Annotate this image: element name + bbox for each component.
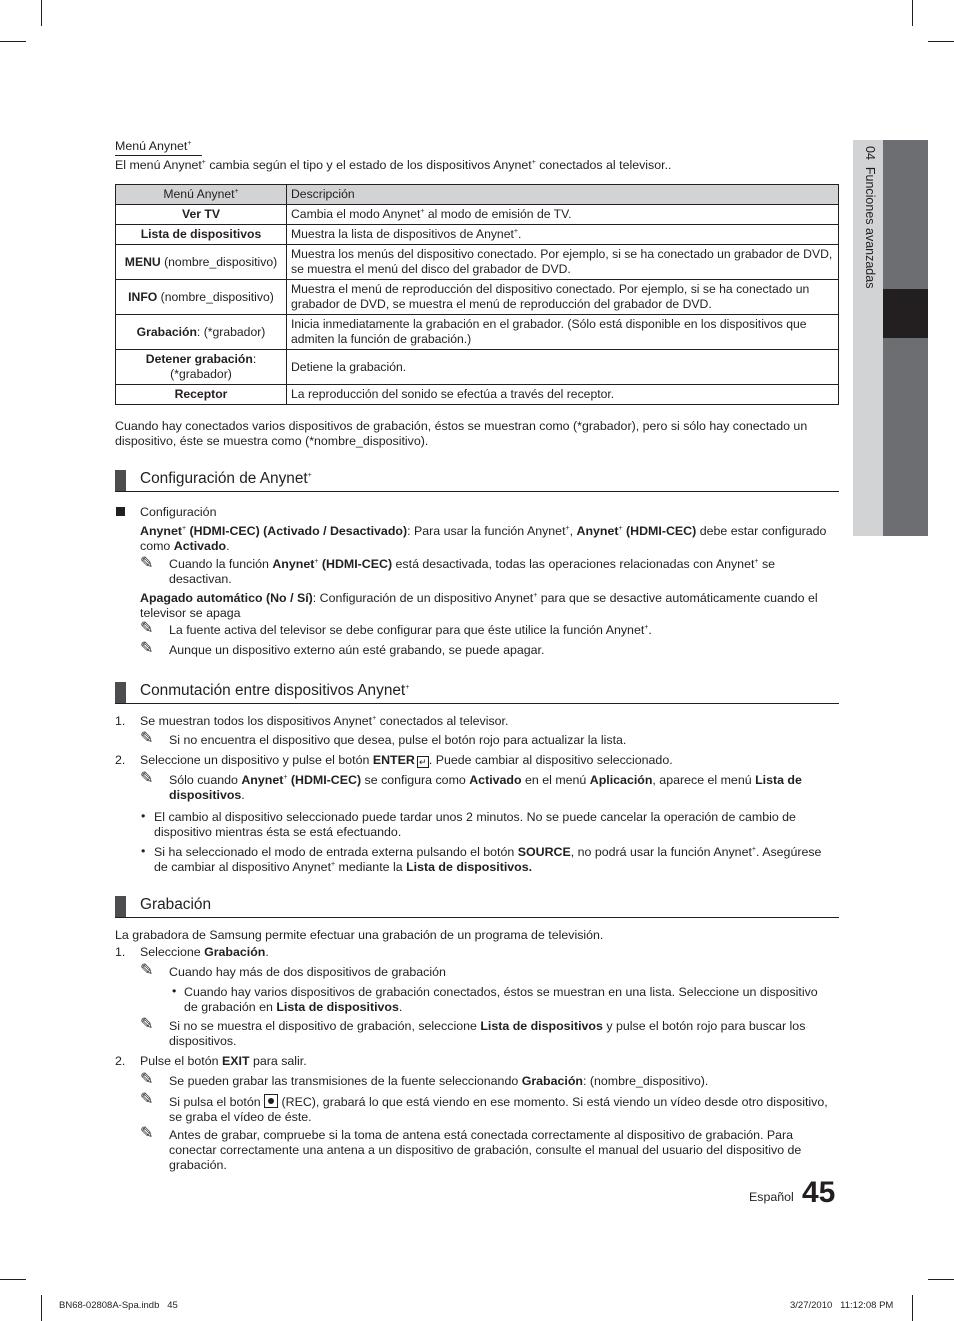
- table-row: MENU (nombre_dispositivo) Muestra los menús del dispositivo conectado. Por ejemplo, si se ha conectado un grabador de DVD, se muestra el menú del disco del grabador de DVD.: [116, 245, 839, 280]
- section-heading-recording: Grabación: [115, 893, 839, 918]
- table-header-menu: Menú Anynet+: [116, 185, 287, 205]
- chapter-number: 04: [863, 146, 877, 160]
- side-tab-label: [862, 146, 878, 336]
- switch-step-2: Seleccione un dispositivo y pulse el botón ENTER ↵ . Puede cambiar al dispositivo seleccionado.: [140, 753, 673, 767]
- config-note-2: La fuente activa del televisor se debe configurar para que éste utilice la función Anynet+.: [169, 623, 652, 637]
- crop-mark: [41, 1295, 42, 1321]
- section-bar: [115, 896, 126, 917]
- note-pencil-icon: ✎: [140, 1091, 154, 1108]
- config-note-1: Cuando la función Anynet+ (HDMI-CEC) está desactivada, todas las operaciones relacionadas con Anynet+ se desactivan.: [169, 557, 776, 586]
- print-file-info: BN68-02808A-Spa.indb 45: [59, 1300, 178, 1311]
- recording-note-2: Si no se muestra el dispositivo de grabación, seleccione Lista de dispositivos y pulse el botón rojo para buscar los dispositivos.: [169, 1019, 806, 1048]
- page-number: 45: [802, 1176, 836, 1209]
- square-bullet: [116, 507, 125, 516]
- anynet-menu-intro: El menú Anynet+ cambia según el tipo y el estado de los dispositivos Anynet+ conectados al televisor..: [115, 158, 672, 172]
- recording-note-4: Si pulsa el botón (REC), grabará lo que está viendo en ese momento. Si está viendo un vídeo desde otro dispositivo, se graba el vídeo de éste.: [169, 1095, 828, 1124]
- table-header-row: [116, 185, 839, 205]
- crop-mark: [0, 41, 26, 42]
- table-header-description: Descripción: [287, 185, 839, 205]
- dot-bullet: •: [141, 844, 146, 858]
- config-note-3: Aunque un dispositivo externo aún esté grabando, se puede apagar.: [169, 643, 545, 657]
- note-pencil-icon: ✎: [140, 1016, 154, 1033]
- dot-bullet: •: [141, 809, 146, 823]
- switch-bullet-2: Si ha seleccionado el modo de entrada externa pulsando el botón SOURCE, no podrá usar la función Anynet+. Asegúrese de cambiar al dispositivo Anynet+ mediante la Lista de dispositivos.: [154, 845, 822, 874]
- note-pencil-icon: ✎: [140, 640, 154, 657]
- recording-note-1-bullet: Cuando hay varios dispositivos de grabación conectados, éstos se muestran en una lista. Seleccione un dispositivo de grabación en Lista de dispositivos.: [184, 985, 818, 1014]
- note-pencil-icon: ✎: [140, 962, 154, 979]
- step-number: 2.: [115, 1054, 126, 1068]
- crop-mark: [0, 1279, 26, 1280]
- config-paragraph-2: Apagado automático (No / Sí): Configuración de un dispositivo Anynet+ para que se desactive automáticamente cuando el televisor se apaga: [140, 591, 818, 620]
- crop-mark: [928, 1279, 954, 1280]
- table-row: INFO (nombre_dispositivo) Muestra el menú de reproducción del dispositivo conectado. Por ejemplo, si se ha conectado un grabador de DVD, se muestra el menú de reproducción del grabador de DVD.: [116, 280, 839, 315]
- table-row: Lista de dispositivos Muestra la lista de dispositivos de Anynet+.: [116, 225, 839, 245]
- note-pencil-icon: ✎: [140, 1125, 154, 1142]
- dot-bullet: •: [172, 984, 177, 998]
- table-row: Detener grabación: (*grabador) Detiene la grabación.: [116, 350, 839, 385]
- footer-language: Español: [749, 1190, 794, 1204]
- section-bar: [115, 682, 126, 703]
- note-pencil-icon: ✎: [140, 555, 154, 572]
- config-paragraph-1: Anynet+ (HDMI-CEC) (Activado / Desactivado): Para usar la función Anynet+, Anynet+ (HDMI-CEC) debe estar configurado como Activado.: [140, 524, 827, 553]
- rec-button-icon: [264, 1094, 278, 1108]
- note-pencil-icon: ✎: [140, 1071, 154, 1088]
- side-tab-dark: [883, 140, 928, 536]
- enter-icon: ↵: [417, 756, 429, 768]
- table-row: Grabación: (*grabador) Inicia inmediatamente la grabación en el grabador. (Sólo está disponible en los dispositivos que admiten la función de grabación.): [116, 315, 839, 350]
- anynet-menu-title: Menú Anynet+: [115, 139, 192, 153]
- recording-note-1: Cuando hay más de dos dispositivos de grabación: [169, 965, 446, 979]
- section-heading-config: Configuración de Anynet+: [115, 467, 839, 492]
- config-bullet-title: Configuración: [140, 505, 217, 519]
- recording-note-5: Antes de grabar, compruebe si la toma de antena está conectada correctamente al dispositivo de grabación. Para conectar correctamente una antena a un dispositivo de grabación, consulte el manual del usuario del dispositivo de grabación.: [169, 1128, 802, 1172]
- print-date-info: 3/27/2010 11:12:08 PM: [790, 1300, 894, 1311]
- step-number: 1.: [115, 714, 126, 728]
- recording-intro: La grabadora de Samsung permite efectuar una grabación de un programa de televisión.: [115, 928, 604, 942]
- switch-note-1: Si no encuentra el dispositivo que desea, pulse el botón rojo para actualizar la lista.: [169, 733, 627, 747]
- table-row: Receptor La reproducción del sonido se efectúa a través del receptor.: [116, 385, 839, 405]
- title-underline: [115, 155, 202, 156]
- section-heading-switch: Conmutación entre dispositivos Anynet+: [115, 679, 839, 704]
- switch-bullet-1: El cambio al dispositivo seleccionado puede tardar unos 2 minutos. No se puede cancelar la operación de cambio de dispositivo mientras ésta se está efectuando.: [154, 810, 796, 839]
- crop-mark: [41, 0, 42, 26]
- note-pencil-icon: ✎: [140, 620, 154, 637]
- table-footnote: Cuando hay conectados varios dispositivos de grabación, éstos se muestran como (*grabador), pero si sólo hay conectado un dispositivo, éste se muestra como (*nombre_dispositivo).: [115, 419, 808, 448]
- step-number: 1.: [115, 945, 126, 959]
- anynet-menu-table: [115, 184, 839, 405]
- chapter-title: Funciones avanzadas: [863, 166, 877, 289]
- note-pencil-icon: ✎: [140, 730, 154, 747]
- crop-mark: [928, 41, 954, 42]
- step-number: 2.: [115, 753, 126, 767]
- recording-note-3: Se pueden grabar las transmisiones de la fuente seleccionando Grabación: (nombre_dispositivo).: [169, 1074, 709, 1088]
- crop-mark: [912, 0, 913, 26]
- recording-step-1: Seleccione Grabación.: [140, 945, 269, 959]
- table-row: Ver TV Cambia el modo Anynet+ al modo de emisión de TV.: [116, 205, 839, 225]
- crop-mark: [912, 1295, 913, 1321]
- section-bar: [115, 470, 126, 491]
- switch-step-1: Se muestran todos los dispositivos Anynet+ conectados al televisor.: [140, 714, 509, 728]
- note-pencil-icon: ✎: [140, 770, 154, 787]
- side-tab-active: [883, 289, 928, 338]
- recording-step-2: Pulse el botón EXIT para salir.: [140, 1054, 307, 1068]
- switch-note-2: Sólo cuando Anynet+ (HDMI-CEC) se configura como Activado en el menú Aplicación, aparece el menú Lista de dispositivos.: [169, 773, 802, 802]
